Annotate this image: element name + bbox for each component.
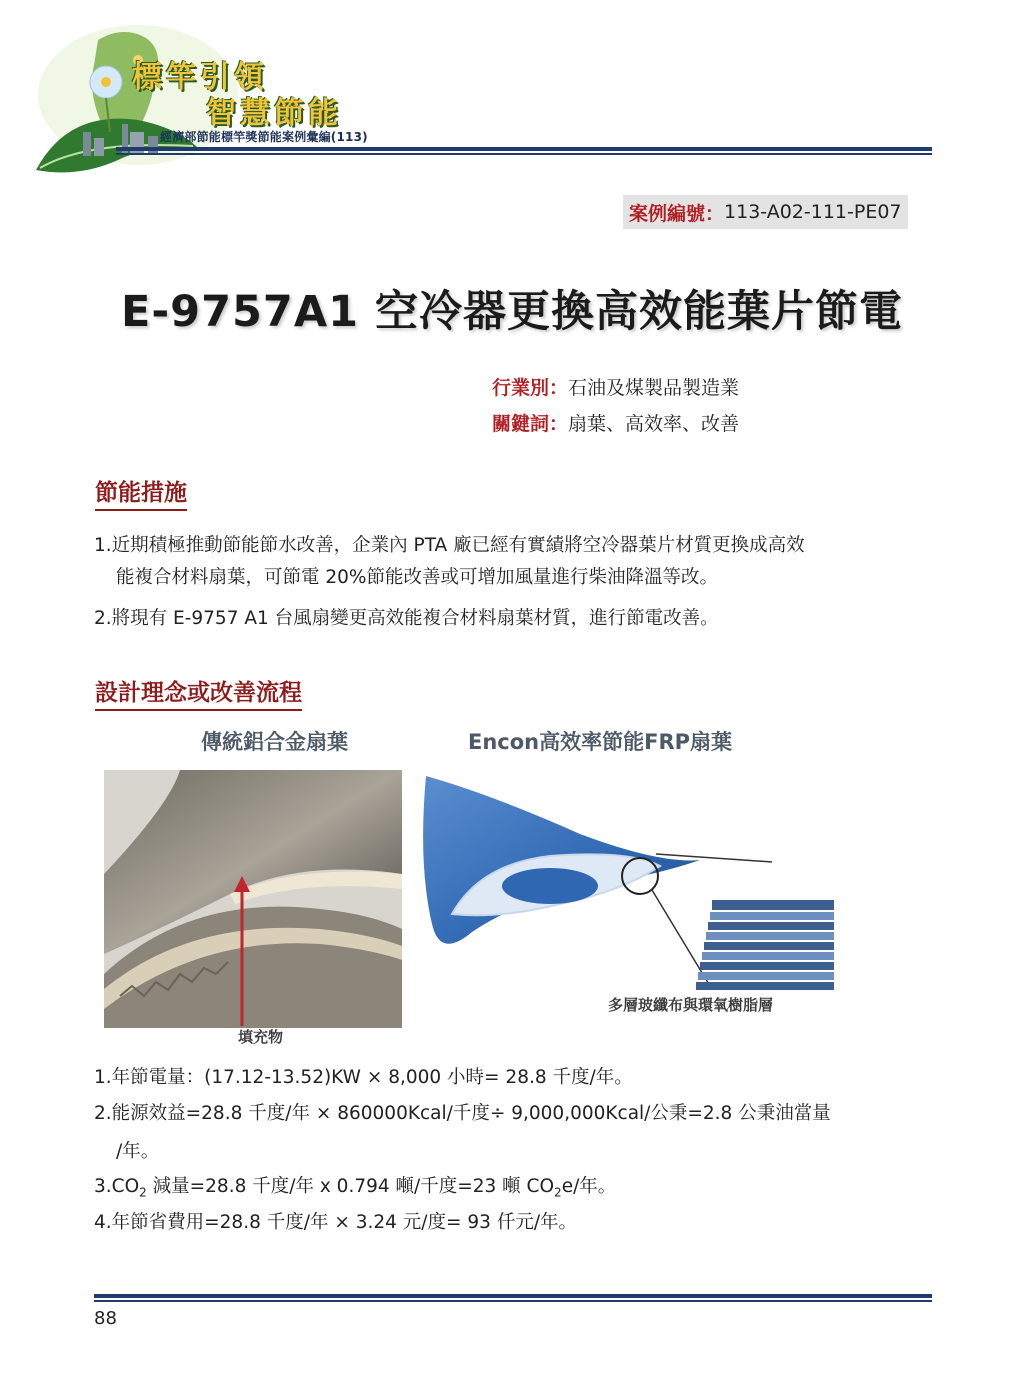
calc-annual-savings: 1.年節電量：(17.12-13.52)KW × 8,000 小時= 28.8 千度/年。 (94, 1067, 633, 1088)
keywords-label: 關鍵詞： (492, 413, 569, 435)
calc-energy-benefit-cont: /年。 (116, 1141, 160, 1162)
calc-co2-sub2: 2 (554, 1185, 562, 1200)
section-heading-design: 設計理念或改善流程 (95, 674, 302, 711)
meta-keywords (492, 409, 739, 436)
case-number-value: 113-A02-111-PE07 (724, 201, 902, 223)
page-title: E-9757A1 空冷器更換高效能葉片節電 (120, 287, 904, 337)
measure-item-1 (94, 530, 944, 594)
blade-comparison-figure (100, 724, 860, 1054)
industry-label: 行業別： (492, 377, 569, 399)
figure-caption-frp: Encon高效率節能FRP扇葉 (468, 730, 733, 754)
calc-co2-pre: 3.CO (94, 1176, 140, 1197)
figure-label-filler: 填充物 (238, 1028, 284, 1046)
case-number-label: 案例編號： (629, 202, 725, 225)
calc-energy-benefit: 2.能源效益=28.8 千度/年 × 860000Kcal/千度÷ 9,000,000Kcal/公秉=2.8 公秉油當量 (94, 1103, 831, 1124)
header-subtitle: 經濟部節能標竿獎節能案例彙編(113) (160, 130, 368, 144)
calc-cost-savings: 4.年節省費用=28.8 千度/年 × 3.24 元/度= 93 仟元/年。 (94, 1212, 578, 1233)
figure-caption-aluminum: 傳統鋁合金扇葉 (201, 730, 348, 754)
header-divider-thin (116, 153, 932, 155)
frp-blade-image (418, 764, 838, 994)
calc-co2-mid: 減量=28.8 千度/年 x 0.794 噸/千度=23 噸 CO (146, 1176, 555, 1197)
measure-item-2: 2.將現有 E-9757 A1 台風扇變更高效能複合材料扇葉材質，進行節電改善。 (94, 608, 719, 629)
industry-value: 石油及煤製品製造業 (568, 377, 740, 399)
figure-label-layers: 多層玻纖布與環氧樹脂層 (608, 996, 774, 1014)
calc-co2-reduction (94, 1171, 944, 1209)
section-heading-measures: 節能措施 (95, 474, 187, 511)
header-divider (116, 147, 932, 151)
footer-divider (94, 1294, 932, 1298)
calc-co2-sub1: 2 (139, 1185, 147, 1200)
measure-item-1-line2: 能複合材料扇葉，可節電 20%節能改善或可增加風量進行柴油降溫等改。 (116, 567, 719, 588)
footer-divider-thin (94, 1300, 932, 1302)
keywords-value: 扇葉、高效率、改善 (568, 413, 740, 435)
logo-slogan-line2: 智慧節能 (206, 96, 342, 131)
page-number: 88 (94, 1308, 117, 1329)
meta-industry (492, 373, 739, 400)
case-number-box (623, 195, 908, 229)
calc-co2-post: e/年。 (561, 1176, 617, 1197)
measure-item-1-line1: 1.近期積極推動節能節水改善，企業內 PTA 廠已經有實績將空冷器葉片材質更換成高效 (94, 535, 805, 556)
aluminum-blade-image (104, 770, 402, 1028)
logo-slogan-line1: 標竿引領 (132, 60, 268, 95)
